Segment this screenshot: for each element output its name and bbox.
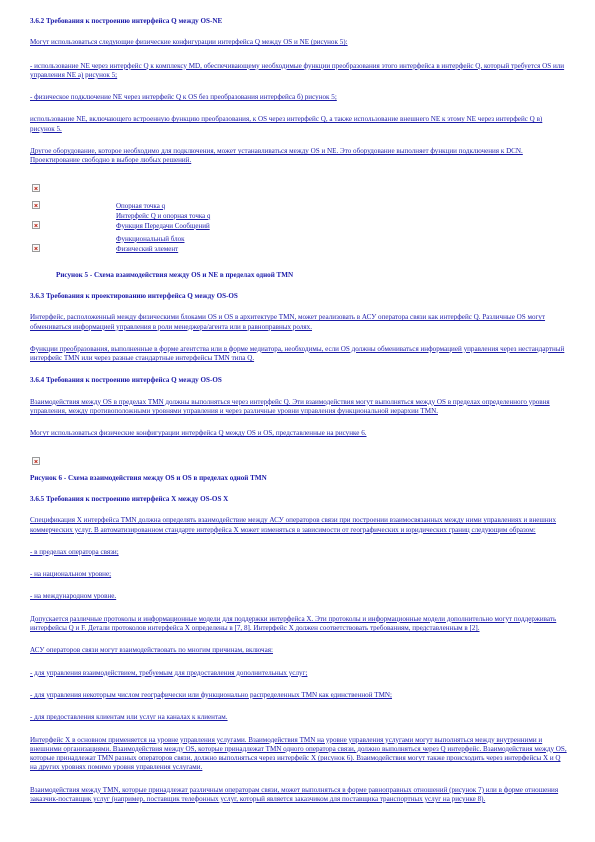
- section-3-6-2-paragraph: - использование NE через интерфейс Q к комплексу MD, обеспечивающему необходимые функции преобразования этого интерфейса в интерфейс Q, который требуется OS или управления NE а) рисунок 5;: [30, 61, 565, 79]
- broken-image-icon: [32, 457, 40, 465]
- bullet-item: - на национальном уровне;: [30, 570, 112, 579]
- section-3-6-4-paragraph: Взаимодействия между OS в пределах TMN должны выполняться через интерфейс Q. Эти взаимодействия могут выполняться между OS в пределах определенного уровня управления, между противоположными уровнями управления и через различные уровни управления функциональной иерархии TMN.: [30, 397, 550, 416]
- broken-image-icon: [32, 201, 40, 209]
- bullet-item: - для предоставления клиентам или услуг на каналах к клиентам.: [30, 713, 228, 722]
- section-3-6-5-paragraph: Взаимодействия между TMN, которые принадлежат различным операторам связи, может выполняться в форме равноправных отношений (рисунок 7) или в форме отношения заказчик-поставщик услуг (например, поставщик телефонных услуг, который является заказчиком для поставщика транспортных услуг на рисунке 8).: [30, 785, 559, 803]
- broken-image-icon: [32, 221, 40, 229]
- legend-label: Интерфейс Q и опорная точка q: [116, 211, 211, 220]
- legend-label: Опорная точка q: [116, 201, 166, 210]
- section-3-6-3-paragraph: Функции преобразования, выполненные в форме агентства или в форме медиатора, необходимы, если OS должны обмениваться информацией управления через нестандартный интерфейс TMN или через разные стандартные интерфейсы TMN типа Q.: [30, 344, 565, 363]
- figure-6-image: [30, 452, 567, 464]
- legend-label: Физический элемент: [116, 244, 179, 253]
- section-3-6-2-heading: 3.6.2 Требования к построению интерфейса Q между OS-NE: [30, 17, 223, 25]
- bullet-item: - в пределах оператора связи;: [30, 547, 119, 556]
- figure-5-legend: [30, 201, 567, 259]
- section-3-6-5-paragraph: Спецификация X интерфейса TMN должна определять взаимодействие между АСУ операторов связи при построении взаимосвязанных между ними управлениях и внешних коммерческих услуг. В автоматизированном стандарте интерфейса X может изменяться в зависимости от географических и юридических границ следующим образом:: [30, 516, 557, 534]
- section-3-6-5-heading: 3.6.5 Требования к построению интерфейса X между OS-OS X: [30, 494, 229, 503]
- broken-image-icon: [32, 184, 40, 192]
- section-3-6-2-paragraph: Другое оборудование, которое необходимо для подключения, может устанавливаться между OS и NE. Это оборудование выполняет функции подключения к DCN. Проектирование свободно в выборе любых решений.: [30, 147, 523, 165]
- section-3-6-3-heading: 3.6.3 Требования к проектированию интерфейса Q между OS-OS: [30, 291, 238, 300]
- section-3-6-3-paragraph: Интерфейс, расположенный между физическими блоками OS и OS в архитектуре TMN, может реализовать в АСУ оператора связи как интерфейс Q. Различные OS могут обмениваться информацией управления в роли менеджера/агента или в равноправных ролях.: [30, 313, 546, 331]
- bullet-item: - для управления взаимодействием, требуемым для предоставления дополнительных услуг;: [30, 668, 308, 677]
- broken-image-icon: [32, 244, 40, 252]
- section-3-6-2-paragraph: использование NE, включающего встроенную функцию преобразования, к OS через интерфейс Q, а также использование внешнего NE к этому NE через интерфейс Q в) рисунок 5.: [30, 115, 543, 133]
- bullet-item: - для управления некоторым числом географически или функционально распределенных TMN как единственной TMN;: [30, 690, 393, 699]
- section-3-6-5-paragraph: Интерфейс X в основном применяется на уровне управления услугами. Взаимодействия TMN на уровне управления услугами могут выполняться между внутренними и внешними организациями. Взаимодействия между OS, которые принадлежат TMN одного оператора связи, должно выполняться через Q интерфейс. Взаимодействия между OS, которые принадлежат TMN разных операторов связи, должно выполняться через интерфейс X (рисунок 6). Взаимодействия могут также происходить через интерфейсы X и Q на других уровнях помимо уровня управления услугами.: [30, 735, 567, 772]
- section-3-6-4-heading: 3.6.4 Требования к построению интерфейса Q между OS-OS: [30, 376, 222, 385]
- figure-5-image: [30, 179, 567, 191]
- section-3-6-2-paragraph: - физическое подключение NE через интерфейс Q к OS без преобразования интерфейса б) рисунок 5;: [30, 93, 337, 102]
- bullet-item: - на международном уровне.: [30, 592, 117, 601]
- legend-label: Функциональный блок: [116, 234, 185, 243]
- legend-label: Функция Передачи Сообщений: [116, 221, 210, 230]
- section-3-6-4-paragraph: Могут использоваться физические конфигурации интерфейса Q между OS и OS, представленные на рисунке 6.: [30, 429, 367, 438]
- figure-5-caption: Рисунок 5 - Схема взаимодействия между OS и NE в пределах одной TMN: [56, 270, 294, 279]
- section-3-6-5-paragraph: АСУ операторов связи могут взаимодействовать по многим причинам, включая:: [30, 646, 274, 655]
- section-3-6-5-paragraph: Допускается различные протоколы и информационные модели для поддержки интерфейса X. Эти протоколы и информационные модели дополнительно могут поддерживать интерфейсы Q и F. Детали протоколов интерфейса X определены в [7, 8]. Интерфейс X должен соответствовать требованиям, представленным в [2].: [30, 614, 557, 633]
- section-3-6-2-paragraph: Могут использоваться следующие физические конфигурации интерфейса Q между OS и NE (рисунок 5):: [30, 38, 348, 47]
- figure-6-caption: Рисунок 6 - Схема взаимодействия между OS и OS в пределах одной TMN: [30, 473, 267, 482]
